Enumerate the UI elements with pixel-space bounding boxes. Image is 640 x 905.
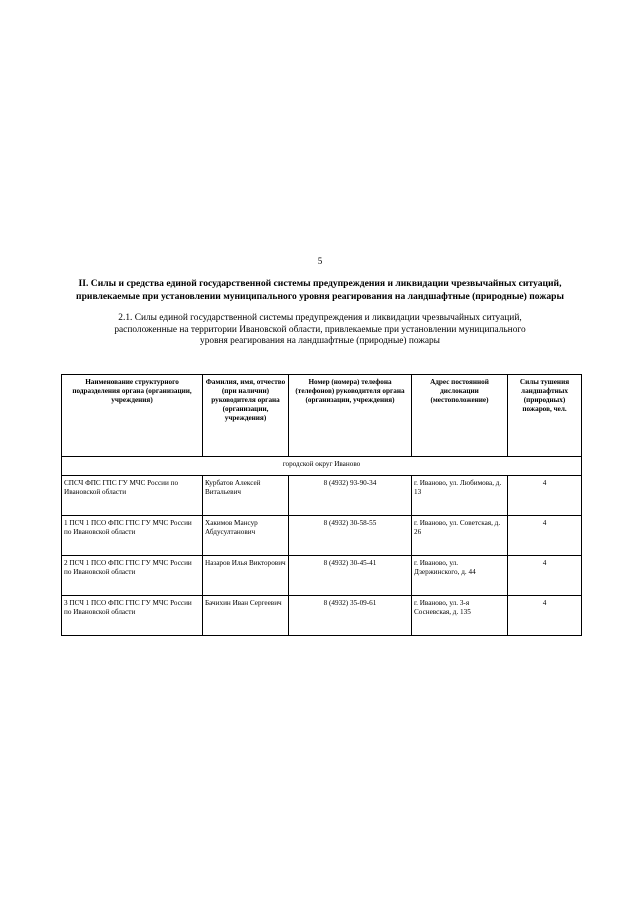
table-row xyxy=(62,596,582,636)
table-group-row xyxy=(62,457,582,476)
table-row xyxy=(62,516,582,556)
table-row xyxy=(62,556,582,596)
group-label: городской округ Иваново xyxy=(62,457,582,476)
cell-forces: 4 xyxy=(508,596,582,636)
cell-phone: 8 (4932) 35-09-61 xyxy=(289,596,412,636)
cell-unit: 1 ПСЧ 1 ПСО ФПС ГПС ГУ МЧС России по Ивановской области xyxy=(62,516,203,556)
cell-head: Хакимов Мансур Абдусултанович xyxy=(203,516,289,556)
cell-address: г. Иваново, ул. Любимова, д. 13 xyxy=(412,476,508,516)
cell-phone: 8 (4932) 30-45-41 xyxy=(289,556,412,596)
subsection-title: 2.1. Силы единой государственной системы предупреждения и ликвидации чрезвычайных ситуаций, расположенные на территории Ивановской области, привлекаемые при установлении муниципального уровня реагирования на ландшафтные (природные) пожары xyxy=(114,313,526,346)
cell-unit: СПСЧ ФПС ГПС ГУ МЧС России по Ивановской области xyxy=(62,476,203,516)
table-header-row xyxy=(62,375,582,457)
cell-forces: 4 xyxy=(508,516,582,556)
header-forces: Силы тушения ландшафтных (природных) пожаров, чел. xyxy=(508,375,582,457)
cell-forces: 4 xyxy=(508,476,582,516)
section-title: II. Силы и средства единой государственной системы предупреждения и ликвидации чрезвычайных ситуаций, привлекаемые при установлении муниципального уровня реагирования на ландшафтные (природные) пожары xyxy=(76,278,564,302)
header-unit: Наименование структурного подразделения органа (организации, учреждения) xyxy=(62,375,203,457)
cell-address: г. Иваново, ул. Советская, д. 26 xyxy=(412,516,508,556)
cell-unit: 3 ПСЧ 1 ПСО ФПС ГПС ГУ МЧС России по Ивановской области xyxy=(62,596,203,636)
cell-forces: 4 xyxy=(508,556,582,596)
page-number: 5 xyxy=(317,256,323,266)
cell-address: г. Иваново, ул. Дзержинского, д. 44 xyxy=(412,556,508,596)
forces-table xyxy=(61,374,582,636)
cell-head: Курбатов Алексей Витальевич xyxy=(203,476,289,516)
table-row xyxy=(62,476,582,516)
header-phone: Номер (номера) телефона (телефонов) руководителя органа (организации, учреждения) xyxy=(289,375,412,457)
cell-unit: 2 ПСЧ 1 ПСО ФПС ГПС ГУ МЧС России по Ивановской области xyxy=(62,556,203,596)
cell-head: Назаров Илья Викторович xyxy=(203,556,289,596)
header-address: Адрес постоянной дислокации (местоположение) xyxy=(412,375,508,457)
cell-phone: 8 (4932) 93-90-34 xyxy=(289,476,412,516)
cell-address: г. Иваново, ул. 3-я Сосневская, д. 135 xyxy=(412,596,508,636)
cell-phone: 8 (4932) 30-58-55 xyxy=(289,516,412,556)
header-head: Фамилия, имя, отчество (при наличии) руководителя органа (организации, учреждения) xyxy=(203,375,289,457)
cell-head: Бачихин Иван Сергеевич xyxy=(203,596,289,636)
